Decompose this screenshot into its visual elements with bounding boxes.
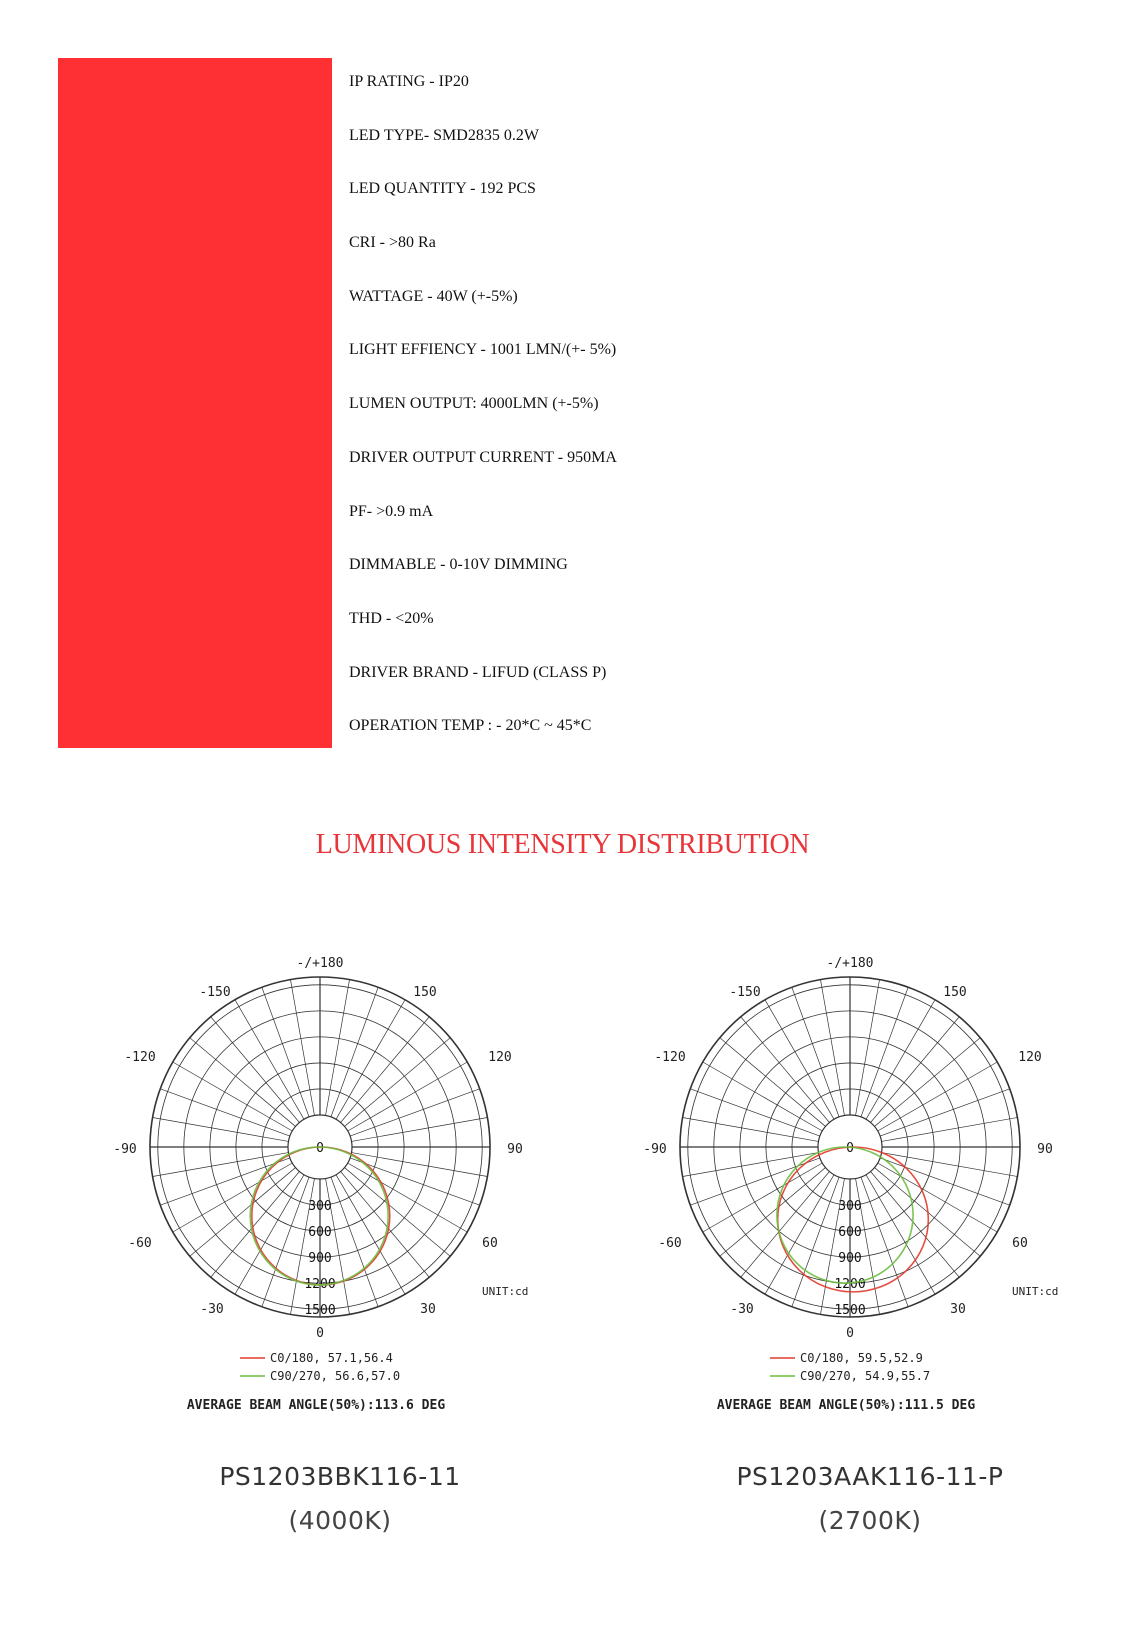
spec-item: DIMMABLE - 0-10V DIMMING (349, 556, 568, 574)
angle-label: 30 (420, 1302, 436, 1317)
intensity-tick-label: 1200 (834, 1277, 866, 1293)
grid-spoke (350, 1089, 480, 1136)
model-number: PS1203BBK116-11 (219, 1462, 461, 1491)
intensity-tick-label: 900 (838, 1251, 862, 1267)
polar-chart-2700k (640, 950, 1100, 1590)
spec-item: LED QUANTITY - 192 PCS (349, 180, 536, 198)
legend-entry: C0/180, 57.1,56.4 (270, 1351, 393, 1365)
model-number: PS1203AAK116-11-P (736, 1462, 1004, 1491)
spec-list (349, 72, 617, 770)
angle-label: -60 (128, 1236, 152, 1251)
grid-spoke (765, 1000, 834, 1120)
grid-spoke (703, 1062, 823, 1131)
grid-spoke (235, 1000, 304, 1120)
grid-spoke (880, 1089, 1010, 1136)
angle-label: 0 (846, 1326, 854, 1341)
angle-label: 30 (950, 1302, 966, 1317)
section-title: LUMINOUS INTENSITY DISTRIBUTION (315, 829, 810, 860)
angle-label: 120 (1018, 1050, 1042, 1065)
grid-spoke (765, 1175, 834, 1295)
angle-label: -90 (113, 1142, 137, 1157)
intensity-curve (778, 1147, 929, 1292)
grid-spoke (350, 1158, 480, 1205)
intensity-tick-label: 1200 (304, 1277, 336, 1293)
grid-spoke (792, 1177, 839, 1307)
angle-label: -60 (658, 1236, 682, 1251)
spec-item: IP RATING - IP20 (349, 73, 469, 90)
angle-label: 150 (943, 985, 967, 1000)
grid-spoke (262, 1177, 309, 1307)
spec-item: OPERATION TEMP : - 20*C ~ 45*C (349, 717, 592, 735)
spec-item: PF- >0.9 mA (349, 502, 434, 520)
spec-item: LUMEN OUTPUT: 4000LMN (+-5%) (349, 395, 599, 413)
grid-spoke (861, 1177, 908, 1307)
intensity-tick-label: 300 (838, 1199, 862, 1215)
angle-label: -30 (730, 1302, 754, 1317)
grid-spoke (173, 1163, 293, 1232)
intensity-tick-label: 1500 (304, 1303, 336, 1319)
angle-label: 90 (507, 1142, 523, 1157)
color-temperature: (2700K) (818, 1506, 922, 1535)
angle-label: 0 (316, 1326, 324, 1341)
polar-chart-svg (110, 950, 570, 1460)
angle-label: -150 (199, 985, 231, 1000)
beam-angle-label: AVERAGE BEAM ANGLE(50%):113.6 DEG (186, 1398, 446, 1413)
spec-item: DRIVER BRAND - LIFUD (CLASS P) (349, 663, 607, 681)
angle-label: 150 (413, 985, 437, 1000)
polar-chart-svg (640, 950, 1100, 1460)
angle-label: -120 (654, 1050, 686, 1065)
grid-spoke (235, 1175, 304, 1295)
intensity-tick-label: 900 (308, 1251, 332, 1267)
unit-label: UNIT:cd (482, 1285, 529, 1298)
grid-spoke (348, 1163, 468, 1232)
accent-red-block (58, 58, 332, 748)
grid-spoke (878, 1062, 998, 1131)
grid-spoke (690, 1089, 820, 1136)
angle-label: 90 (1037, 1142, 1053, 1157)
polar-chart-4000k (110, 950, 570, 1590)
legend-entry: C90/270, 56.6,57.0 (270, 1369, 401, 1383)
intensity-tick-label: 0 (316, 1141, 324, 1156)
grid-spoke (348, 1062, 468, 1131)
intensity-tick-label: 0 (846, 1141, 854, 1156)
spec-item: WATTAGE - 40W (+-5%) (349, 287, 518, 305)
angle-label: -30 (200, 1302, 224, 1317)
angle-label: 60 (482, 1236, 498, 1251)
angle-label: -150 (729, 985, 761, 1000)
grid-spoke (792, 987, 839, 1117)
angle-label: -90 (643, 1142, 667, 1157)
spec-item: LED TYPE- SMD2835 0.2W (349, 126, 539, 144)
intensity-tick-label: 1500 (834, 1303, 866, 1319)
spec-item: DRIVER OUTPUT CURRENT - 950MA (349, 448, 617, 466)
angle-label: -/+180 (826, 956, 874, 971)
grid-spoke (878, 1163, 998, 1232)
legend-entry: C90/270, 54.9,55.7 (800, 1369, 931, 1383)
beam-angle-label: AVERAGE BEAM ANGLE(50%):111.5 DEG (716, 1398, 976, 1413)
grid-spoke (331, 987, 378, 1117)
color-temperature: (4000K) (288, 1506, 392, 1535)
spec-item: THD - <20% (349, 609, 434, 627)
grid-spoke (336, 1175, 405, 1295)
grid-spoke (866, 1000, 935, 1120)
intensity-tick-label: 300 (308, 1199, 332, 1215)
angle-label: -120 (124, 1050, 156, 1065)
grid-spoke (331, 1177, 378, 1307)
angle-label: 60 (1012, 1236, 1028, 1251)
intensity-tick-label: 600 (308, 1225, 332, 1241)
grid-spoke (703, 1163, 823, 1232)
grid-spoke (160, 1089, 290, 1136)
grid-spoke (690, 1158, 820, 1205)
grid-spoke (160, 1158, 290, 1205)
angle-label: 120 (488, 1050, 512, 1065)
spec-item: LIGHT EFFIENCY - 1001 LMN/(+- 5%) (349, 341, 617, 359)
grid-spoke (880, 1158, 1010, 1205)
unit-label: UNIT:cd (1012, 1285, 1059, 1298)
spec-item: CRI - >80 Ra (349, 234, 436, 252)
grid-spoke (173, 1062, 293, 1131)
legend-entry: C0/180, 59.5,52.9 (800, 1351, 923, 1365)
intensity-tick-label: 600 (838, 1225, 862, 1241)
grid-spoke (336, 1000, 405, 1120)
grid-spoke (861, 987, 908, 1117)
grid-spoke (262, 987, 309, 1117)
angle-label: -/+180 (296, 956, 344, 971)
